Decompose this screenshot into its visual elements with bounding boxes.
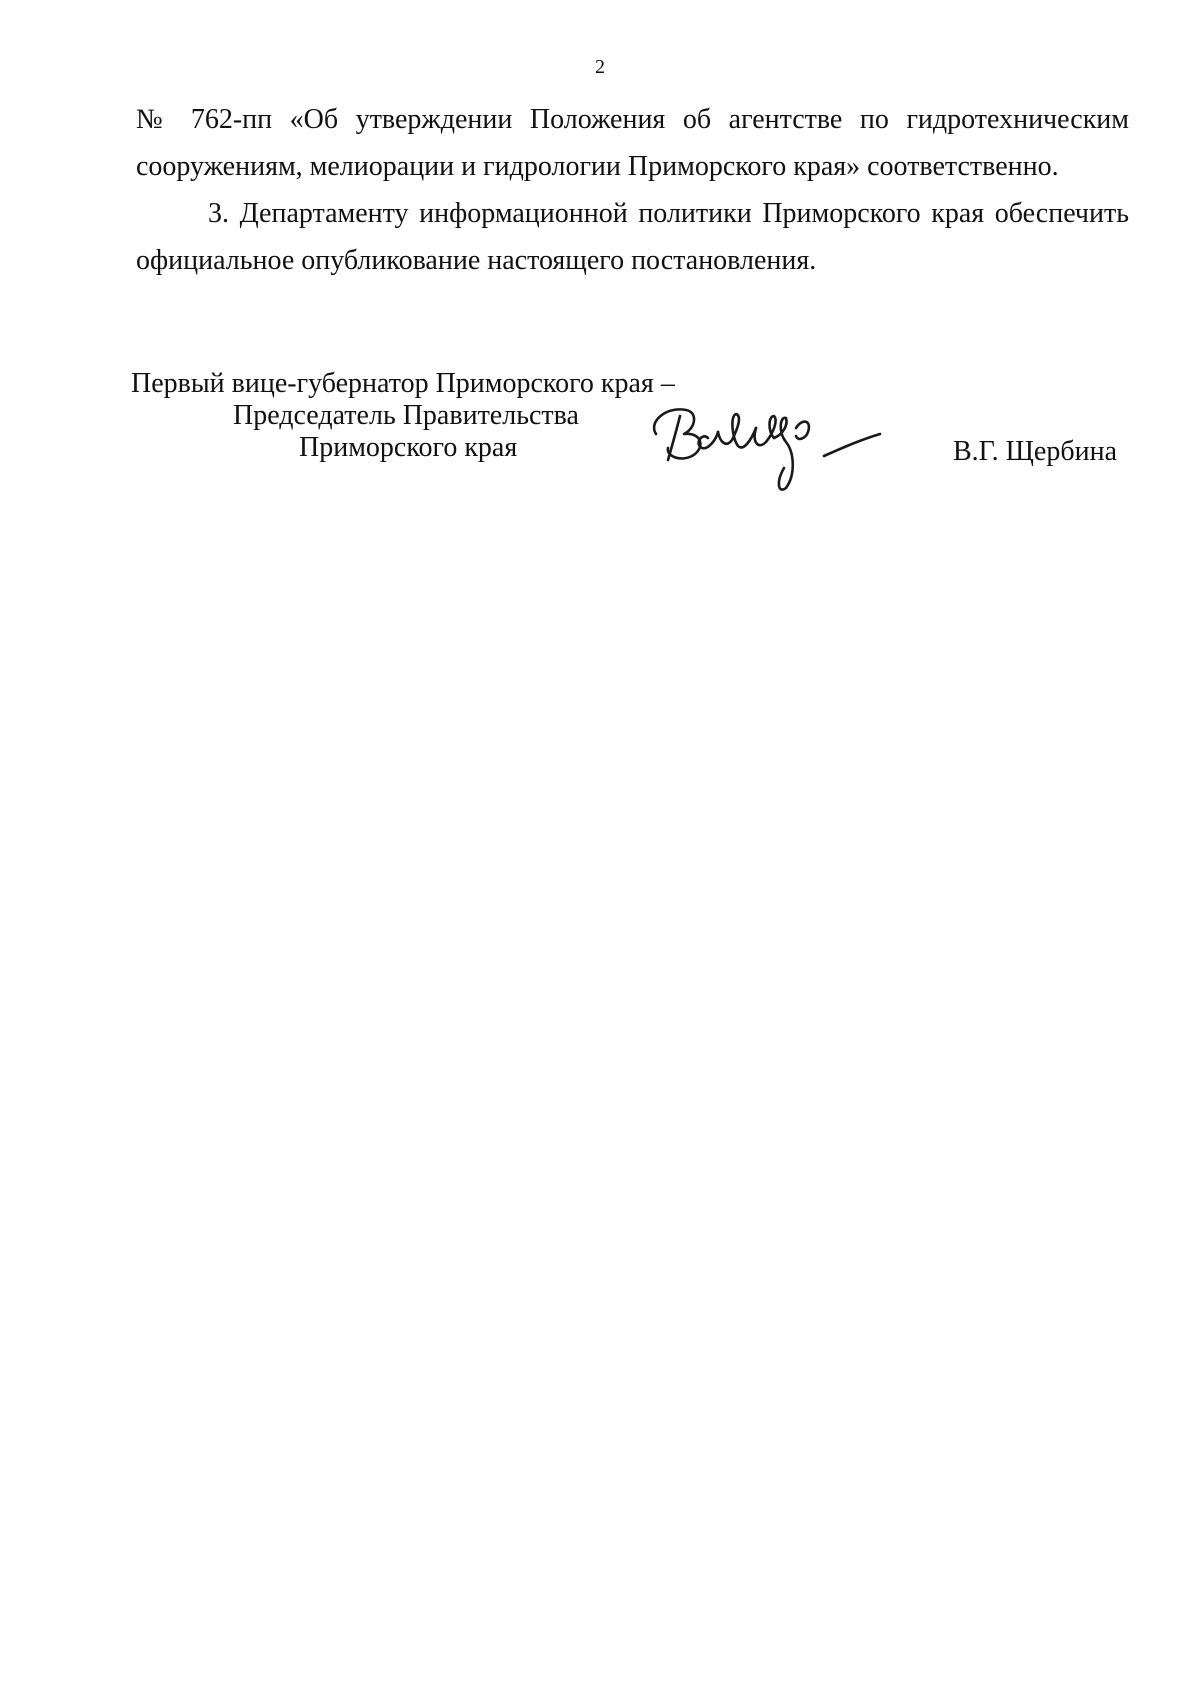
paragraph-publication: 3. Департаменту информационной политики Приморского края обеспечить официальное опубликование настоящего постановления.: [136, 198, 1129, 276]
signatory-name: В.Г. Щербина: [952, 436, 1117, 467]
signatory-title-line-2: Председатель Правительства: [233, 400, 579, 431]
page-number: 2: [595, 56, 605, 78]
paragraph-continued: № 762-пп «Об утверждении Положения об агентстве по гидротехническим сооружениям, мелиорации и гидрологии Приморского края» соответственно.: [136, 104, 1129, 182]
document-body: [136, 96, 1129, 284]
signatory-title-line-1: Первый вице-губернатор Приморского края –: [131, 368, 675, 399]
signatory-title: [131, 368, 675, 464]
signatory-title-line-3: Приморского края: [299, 432, 518, 463]
handwritten-signature-icon: [646, 398, 906, 510]
